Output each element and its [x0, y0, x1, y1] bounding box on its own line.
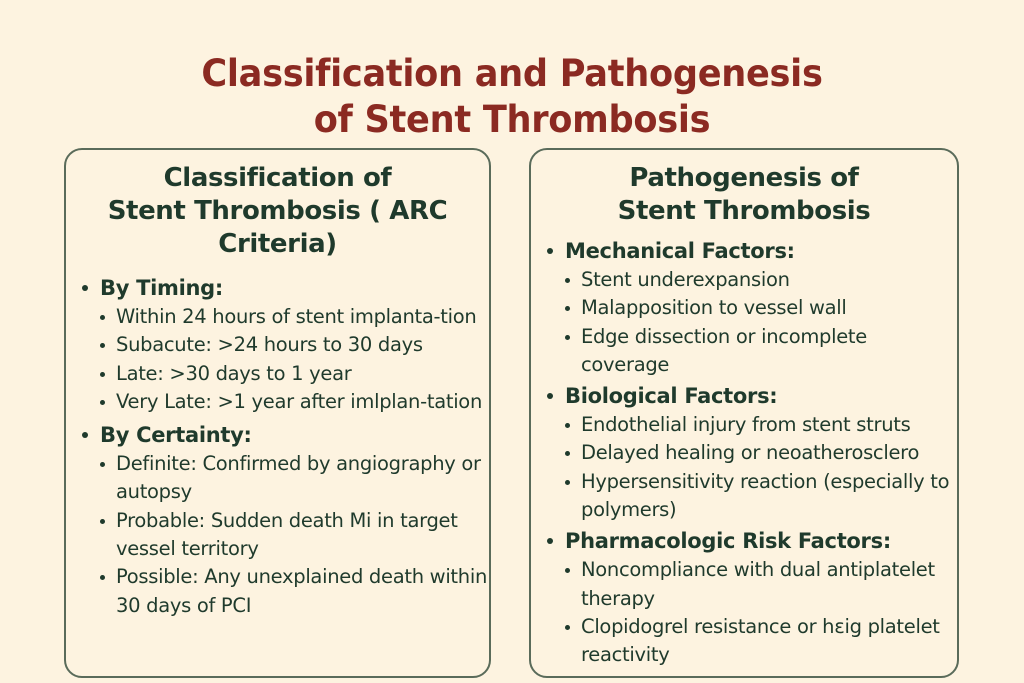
- list-item: [565, 323, 957, 380]
- section-pharmacologic-risk-factors: [531, 526, 957, 669]
- item-text: Subacute: >24 hours to 30 days: [116, 333, 423, 357]
- list-item: [565, 294, 957, 322]
- section-heading: By Timing:: [100, 276, 223, 300]
- bullet-icon: [100, 315, 105, 320]
- section-biological-factors: [531, 381, 957, 524]
- section-by-certainty: [66, 420, 489, 620]
- page-title: [26, 51, 999, 143]
- bullet-icon: [565, 480, 570, 485]
- item-text: Late: >30 days to 1 year: [116, 361, 352, 385]
- list-item: [100, 450, 489, 507]
- classification-panel-title: [66, 162, 489, 261]
- bullet-icon: [100, 462, 105, 467]
- bullet-icon: [565, 568, 570, 573]
- list-item: [100, 303, 489, 331]
- section-heading: Mechanical Factors:: [565, 239, 795, 263]
- pathogenesis-panel-title: [531, 162, 957, 228]
- list-item: [565, 613, 957, 670]
- section-heading: Pharmacologic Risk Factors:: [565, 529, 891, 554]
- item-text: Within 24 hours of stent implanta-tion: [116, 305, 477, 328]
- item-text: Edge dissection or incomplete coverage: [581, 324, 867, 376]
- item-text: Definite: Confirmed by angiography or autopsy: [116, 452, 481, 504]
- bullet-icon: [565, 306, 570, 311]
- list-item: [565, 266, 957, 294]
- list-item: [565, 468, 957, 525]
- bullet-icon: [100, 575, 105, 580]
- classification-title-line-1: Classification of: [163, 163, 392, 193]
- item-list: [565, 411, 957, 524]
- page-title-line-1: Classification and Pathogenesis: [201, 51, 823, 95]
- page-title-line-2: of Stent Thrombosis: [313, 97, 711, 141]
- list-item: [565, 411, 957, 439]
- pathogenesis-title-line-2: Stent Thrombosis: [617, 196, 871, 226]
- section-by-timing: [66, 273, 489, 416]
- item-text: Stent underexpansion: [581, 268, 790, 291]
- item-list: [100, 450, 489, 620]
- bullet-icon: [565, 335, 570, 340]
- list-item: [100, 388, 489, 416]
- bullet-icon: [100, 343, 105, 348]
- bullet-icon: [547, 393, 553, 399]
- item-text: Malapposition to vessel wall: [581, 296, 847, 320]
- item-list: [565, 266, 957, 379]
- bullet-icon: [100, 372, 105, 377]
- item-text: Possible: Any unexplained death within 30 days of PCI: [116, 565, 488, 617]
- bullet-icon: [565, 451, 570, 456]
- bullet-icon: [565, 423, 570, 428]
- section-heading: By Certainty:: [100, 423, 252, 448]
- item-text: Clopidogrel resistance or hɛig platelet reactivity: [581, 614, 940, 667]
- bullet-icon: [82, 285, 88, 291]
- bullet-icon: [547, 538, 553, 544]
- bullet-icon: [565, 278, 570, 283]
- bullet-icon: [547, 248, 553, 254]
- item-list: [100, 303, 489, 416]
- item-text: Probable: Sudden death Mi in target vessel territory: [116, 508, 458, 561]
- list-item: [565, 556, 957, 613]
- classification-sections: [66, 273, 489, 620]
- bullet-icon: [100, 400, 105, 405]
- list-item: [100, 331, 489, 359]
- item-text: Very Late: >1 year after imlplan-tation: [116, 389, 482, 413]
- list-item: [100, 563, 489, 620]
- classification-panel: [64, 148, 491, 678]
- item-text: Hypersensitivity reaction (especially to polymers): [581, 469, 950, 522]
- item-text: Endothelial injury from stent struts: [581, 413, 911, 437]
- section-heading: Biological Factors:: [565, 384, 778, 409]
- list-item: [100, 507, 489, 564]
- section-mechanical-factors: [531, 236, 957, 379]
- list-item: [565, 439, 957, 467]
- bullet-icon: [82, 432, 88, 438]
- pathogenesis-panel: [529, 148, 959, 678]
- classification-title-line-2: Stent Thrombosis ( ARC: [107, 196, 448, 226]
- item-text: Delayed healing or neoatherosclero: [581, 441, 920, 465]
- bullet-icon: [100, 519, 105, 524]
- classification-title-line-3: Criteria): [218, 229, 337, 259]
- list-item: [100, 360, 489, 388]
- bullet-icon: [565, 625, 570, 630]
- item-list: [565, 556, 957, 669]
- item-text: Noncompliance with dual antiplatelet therapy: [581, 558, 935, 610]
- pathogenesis-sections: [531, 236, 957, 670]
- pathogenesis-title-line-1: Pathogenesis of: [629, 163, 859, 193]
